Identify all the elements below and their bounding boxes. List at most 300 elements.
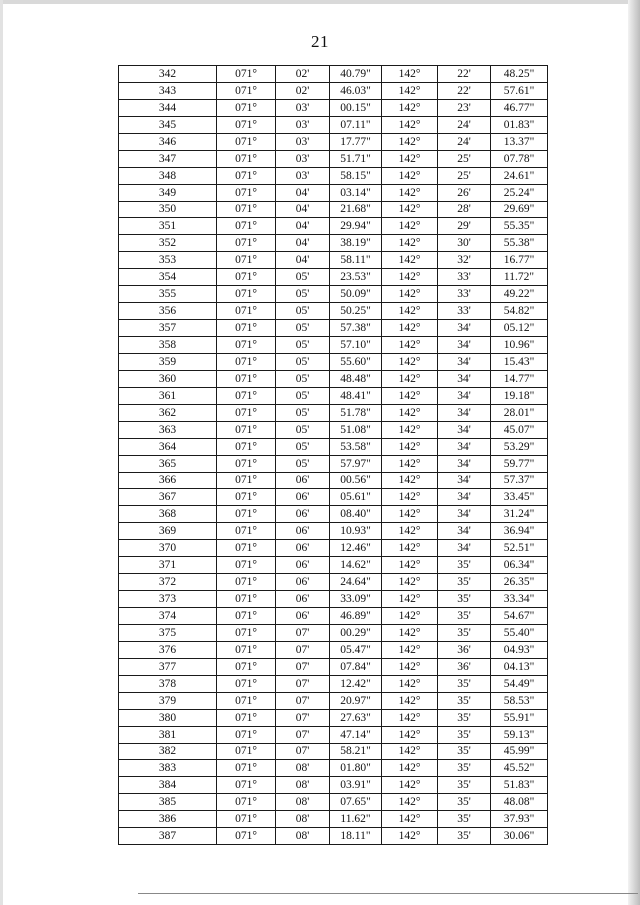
latitude-seconds-cell: 17.77": [330, 133, 382, 150]
latitude-minutes-cell: 04': [276, 201, 330, 218]
point-number-cell: 353: [119, 252, 217, 269]
longitude-minutes-cell: 34': [438, 506, 491, 523]
latitude-minutes-cell: 05': [276, 286, 330, 303]
latitude-degrees-cell: 071°: [217, 794, 276, 811]
longitude-minutes-cell: 35': [438, 692, 491, 709]
latitude-minutes-cell: 02': [276, 66, 330, 83]
longitude-degrees-cell: 142°: [382, 150, 438, 167]
longitude-degrees-cell: 142°: [382, 235, 438, 252]
latitude-minutes-cell: 07': [276, 726, 330, 743]
latitude-seconds-cell: 51.71": [330, 150, 382, 167]
longitude-minutes-cell: 24': [438, 133, 491, 150]
latitude-degrees-cell: 071°: [217, 167, 276, 184]
latitude-degrees-cell: 071°: [217, 455, 276, 472]
longitude-seconds-cell: 45.07": [491, 421, 548, 438]
longitude-minutes-cell: 29': [438, 218, 491, 235]
table-row: [119, 624, 548, 641]
longitude-degrees-cell: 142°: [382, 794, 438, 811]
longitude-seconds-cell: 57.61": [491, 82, 548, 99]
longitude-seconds-cell: 04.13": [491, 658, 548, 675]
longitude-seconds-cell: 33.45": [491, 489, 548, 506]
table-row: [119, 387, 548, 404]
latitude-minutes-cell: 06': [276, 608, 330, 625]
longitude-minutes-cell: 34': [438, 472, 491, 489]
longitude-minutes-cell: 25': [438, 167, 491, 184]
longitude-minutes-cell: 35': [438, 709, 491, 726]
latitude-minutes-cell: 07': [276, 641, 330, 658]
table-row: [119, 591, 548, 608]
table-row: [119, 167, 548, 184]
latitude-degrees-cell: 071°: [217, 235, 276, 252]
scan-edge-top: [0, 0, 640, 4]
latitude-seconds-cell: 57.10": [330, 337, 382, 354]
longitude-seconds-cell: 13.37": [491, 133, 548, 150]
longitude-degrees-cell: 142°: [382, 658, 438, 675]
latitude-minutes-cell: 07': [276, 658, 330, 675]
coordinates-table: [118, 65, 548, 845]
latitude-seconds-cell: 21.68": [330, 201, 382, 218]
longitude-degrees-cell: 142°: [382, 218, 438, 235]
longitude-degrees-cell: 142°: [382, 438, 438, 455]
latitude-minutes-cell: 08': [276, 794, 330, 811]
longitude-seconds-cell: 57.37": [491, 472, 548, 489]
latitude-degrees-cell: 071°: [217, 828, 276, 845]
longitude-degrees-cell: 142°: [382, 726, 438, 743]
latitude-minutes-cell: 06': [276, 591, 330, 608]
latitude-minutes-cell: 05': [276, 320, 330, 337]
longitude-degrees-cell: 142°: [382, 692, 438, 709]
longitude-minutes-cell: 36': [438, 658, 491, 675]
latitude-seconds-cell: 10.93": [330, 523, 382, 540]
point-number-cell: 383: [119, 760, 217, 777]
latitude-degrees-cell: 071°: [217, 506, 276, 523]
latitude-degrees-cell: 071°: [217, 777, 276, 794]
longitude-degrees-cell: 142°: [382, 421, 438, 438]
longitude-seconds-cell: 10.96": [491, 337, 548, 354]
table-row: [119, 286, 548, 303]
point-number-cell: 370: [119, 540, 217, 557]
longitude-degrees-cell: 142°: [382, 133, 438, 150]
longitude-degrees-cell: 142°: [382, 540, 438, 557]
table-row: [119, 353, 548, 370]
point-number-cell: 352: [119, 235, 217, 252]
longitude-minutes-cell: 32': [438, 252, 491, 269]
longitude-degrees-cell: 142°: [382, 608, 438, 625]
point-number-cell: 367: [119, 489, 217, 506]
point-number-cell: 355: [119, 286, 217, 303]
table-row: [119, 133, 548, 150]
latitude-seconds-cell: 20.97": [330, 692, 382, 709]
latitude-degrees-cell: 071°: [217, 66, 276, 83]
table-row: [119, 523, 548, 540]
point-number-cell: 345: [119, 116, 217, 133]
table-row: [119, 66, 548, 83]
longitude-degrees-cell: 142°: [382, 574, 438, 591]
latitude-minutes-cell: 02': [276, 82, 330, 99]
longitude-degrees-cell: 142°: [382, 337, 438, 354]
table-row: [119, 184, 548, 201]
latitude-seconds-cell: 51.78": [330, 404, 382, 421]
latitude-degrees-cell: 071°: [217, 726, 276, 743]
longitude-minutes-cell: 34': [438, 489, 491, 506]
longitude-minutes-cell: 34': [438, 320, 491, 337]
latitude-seconds-cell: 11.62": [330, 811, 382, 828]
longitude-degrees-cell: 142°: [382, 675, 438, 692]
longitude-minutes-cell: 33': [438, 303, 491, 320]
latitude-seconds-cell: 33.09": [330, 591, 382, 608]
point-number-cell: 381: [119, 726, 217, 743]
latitude-seconds-cell: 00.29": [330, 624, 382, 641]
latitude-minutes-cell: 06': [276, 574, 330, 591]
latitude-seconds-cell: 48.41": [330, 387, 382, 404]
point-number-cell: 368: [119, 506, 217, 523]
latitude-seconds-cell: 40.79": [330, 66, 382, 83]
latitude-degrees-cell: 071°: [217, 658, 276, 675]
latitude-minutes-cell: 07': [276, 709, 330, 726]
table-row: [119, 438, 548, 455]
longitude-minutes-cell: 34': [438, 455, 491, 472]
latitude-minutes-cell: 07': [276, 743, 330, 760]
latitude-degrees-cell: 071°: [217, 337, 276, 354]
latitude-degrees-cell: 071°: [217, 370, 276, 387]
longitude-minutes-cell: 35': [438, 608, 491, 625]
latitude-degrees-cell: 071°: [217, 692, 276, 709]
latitude-seconds-cell: 58.21": [330, 743, 382, 760]
longitude-degrees-cell: 142°: [382, 387, 438, 404]
table-row: [119, 794, 548, 811]
longitude-seconds-cell: 16.77": [491, 252, 548, 269]
longitude-minutes-cell: 35': [438, 574, 491, 591]
longitude-seconds-cell: 05.12": [491, 320, 548, 337]
latitude-seconds-cell: 58.15": [330, 167, 382, 184]
latitude-seconds-cell: 50.25": [330, 303, 382, 320]
table-row: [119, 743, 548, 760]
point-number-cell: 374: [119, 608, 217, 625]
latitude-minutes-cell: 06': [276, 472, 330, 489]
table-row: [119, 658, 548, 675]
scan-edge-right: [628, 0, 640, 905]
latitude-degrees-cell: 071°: [217, 269, 276, 286]
longitude-seconds-cell: 51.83": [491, 777, 548, 794]
latitude-minutes-cell: 03': [276, 150, 330, 167]
longitude-degrees-cell: 142°: [382, 743, 438, 760]
latitude-minutes-cell: 08': [276, 777, 330, 794]
latitude-seconds-cell: 46.89": [330, 608, 382, 625]
point-number-cell: 354: [119, 269, 217, 286]
longitude-seconds-cell: 58.53": [491, 692, 548, 709]
point-number-cell: 369: [119, 523, 217, 540]
latitude-minutes-cell: 05': [276, 438, 330, 455]
point-number-cell: 384: [119, 777, 217, 794]
longitude-minutes-cell: 35': [438, 557, 491, 574]
latitude-minutes-cell: 05': [276, 353, 330, 370]
longitude-minutes-cell: 35': [438, 675, 491, 692]
point-number-cell: 357: [119, 320, 217, 337]
longitude-degrees-cell: 142°: [382, 303, 438, 320]
point-number-cell: 363: [119, 421, 217, 438]
longitude-degrees-cell: 142°: [382, 320, 438, 337]
longitude-seconds-cell: 37.93": [491, 811, 548, 828]
longitude-minutes-cell: 24': [438, 116, 491, 133]
longitude-degrees-cell: 142°: [382, 489, 438, 506]
table-row: [119, 404, 548, 421]
longitude-minutes-cell: 35': [438, 811, 491, 828]
table-row: [119, 235, 548, 252]
latitude-degrees-cell: 071°: [217, 489, 276, 506]
latitude-degrees-cell: 071°: [217, 675, 276, 692]
longitude-minutes-cell: 34': [438, 523, 491, 540]
longitude-minutes-cell: 22': [438, 82, 491, 99]
longitude-seconds-cell: 04.93": [491, 641, 548, 658]
point-number-cell: 351: [119, 218, 217, 235]
longitude-degrees-cell: 142°: [382, 167, 438, 184]
table-row: [119, 269, 548, 286]
latitude-degrees-cell: 071°: [217, 608, 276, 625]
table-row: [119, 675, 548, 692]
latitude-degrees-cell: 071°: [217, 116, 276, 133]
latitude-degrees-cell: 071°: [217, 218, 276, 235]
latitude-degrees-cell: 071°: [217, 557, 276, 574]
longitude-seconds-cell: 54.67": [491, 608, 548, 625]
point-number-cell: 366: [119, 472, 217, 489]
coordinates-table-body: [119, 66, 548, 845]
table-row: [119, 303, 548, 320]
latitude-degrees-cell: 071°: [217, 523, 276, 540]
table-row: [119, 506, 548, 523]
longitude-degrees-cell: 142°: [382, 99, 438, 116]
longitude-degrees-cell: 142°: [382, 760, 438, 777]
latitude-degrees-cell: 071°: [217, 133, 276, 150]
latitude-minutes-cell: 06': [276, 489, 330, 506]
latitude-minutes-cell: 03': [276, 167, 330, 184]
latitude-seconds-cell: 55.60": [330, 353, 382, 370]
table-row: [119, 811, 548, 828]
longitude-degrees-cell: 142°: [382, 370, 438, 387]
latitude-minutes-cell: 04': [276, 184, 330, 201]
latitude-degrees-cell: 071°: [217, 624, 276, 641]
table-row: [119, 489, 548, 506]
latitude-degrees-cell: 071°: [217, 709, 276, 726]
table-row: [119, 828, 548, 845]
longitude-degrees-cell: 142°: [382, 828, 438, 845]
longitude-seconds-cell: 24.61": [491, 167, 548, 184]
latitude-minutes-cell: 06': [276, 540, 330, 557]
longitude-seconds-cell: 01.83": [491, 116, 548, 133]
longitude-degrees-cell: 142°: [382, 777, 438, 794]
longitude-minutes-cell: 34': [438, 353, 491, 370]
latitude-seconds-cell: 53.58": [330, 438, 382, 455]
longitude-degrees-cell: 142°: [382, 455, 438, 472]
longitude-seconds-cell: 48.25": [491, 66, 548, 83]
longitude-minutes-cell: 22': [438, 66, 491, 83]
latitude-degrees-cell: 071°: [217, 472, 276, 489]
point-number-cell: 350: [119, 201, 217, 218]
longitude-minutes-cell: 34': [438, 438, 491, 455]
latitude-minutes-cell: 05': [276, 421, 330, 438]
latitude-minutes-cell: 06': [276, 506, 330, 523]
latitude-seconds-cell: 57.97": [330, 455, 382, 472]
longitude-seconds-cell: 55.38": [491, 235, 548, 252]
point-number-cell: 382: [119, 743, 217, 760]
longitude-seconds-cell: 59.77": [491, 455, 548, 472]
latitude-seconds-cell: 27.63": [330, 709, 382, 726]
latitude-minutes-cell: 04': [276, 252, 330, 269]
longitude-degrees-cell: 142°: [382, 472, 438, 489]
table-row: [119, 726, 548, 743]
longitude-degrees-cell: 142°: [382, 201, 438, 218]
longitude-minutes-cell: 34': [438, 370, 491, 387]
point-number-cell: 346: [119, 133, 217, 150]
point-number-cell: 349: [119, 184, 217, 201]
longitude-minutes-cell: 34': [438, 387, 491, 404]
longitude-minutes-cell: 23': [438, 99, 491, 116]
latitude-seconds-cell: 46.03": [330, 82, 382, 99]
latitude-minutes-cell: 06': [276, 557, 330, 574]
point-number-cell: 347: [119, 150, 217, 167]
longitude-seconds-cell: 45.99": [491, 743, 548, 760]
latitude-seconds-cell: 01.80": [330, 760, 382, 777]
latitude-seconds-cell: 03.91": [330, 777, 382, 794]
latitude-minutes-cell: 08': [276, 760, 330, 777]
point-number-cell: 377: [119, 658, 217, 675]
longitude-minutes-cell: 28': [438, 201, 491, 218]
longitude-minutes-cell: 30': [438, 235, 491, 252]
longitude-minutes-cell: 35': [438, 760, 491, 777]
latitude-seconds-cell: 05.61": [330, 489, 382, 506]
longitude-seconds-cell: 54.82": [491, 303, 548, 320]
longitude-seconds-cell: 15.43": [491, 353, 548, 370]
point-number-cell: 379: [119, 692, 217, 709]
latitude-seconds-cell: 50.09": [330, 286, 382, 303]
longitude-seconds-cell: 45.52": [491, 760, 548, 777]
latitude-degrees-cell: 071°: [217, 811, 276, 828]
longitude-seconds-cell: 48.08": [491, 794, 548, 811]
latitude-minutes-cell: 05': [276, 455, 330, 472]
longitude-seconds-cell: 06.34": [491, 557, 548, 574]
longitude-minutes-cell: 36': [438, 641, 491, 658]
latitude-minutes-cell: 03': [276, 133, 330, 150]
longitude-degrees-cell: 142°: [382, 404, 438, 421]
latitude-minutes-cell: 03': [276, 116, 330, 133]
latitude-seconds-cell: 07.65": [330, 794, 382, 811]
point-number-cell: 375: [119, 624, 217, 641]
table-row: [119, 218, 548, 235]
point-number-cell: 358: [119, 337, 217, 354]
point-number-cell: 371: [119, 557, 217, 574]
latitude-degrees-cell: 071°: [217, 540, 276, 557]
latitude-seconds-cell: 29.94": [330, 218, 382, 235]
table-row: [119, 641, 548, 658]
latitude-seconds-cell: 24.64": [330, 574, 382, 591]
table-row: [119, 472, 548, 489]
longitude-seconds-cell: 33.34": [491, 591, 548, 608]
point-number-cell: 359: [119, 353, 217, 370]
latitude-degrees-cell: 071°: [217, 82, 276, 99]
table-row: [119, 540, 548, 557]
longitude-seconds-cell: 59.13": [491, 726, 548, 743]
latitude-seconds-cell: 23.53": [330, 269, 382, 286]
longitude-seconds-cell: 14.77": [491, 370, 548, 387]
latitude-minutes-cell: 03': [276, 99, 330, 116]
longitude-degrees-cell: 142°: [382, 624, 438, 641]
point-number-cell: 373: [119, 591, 217, 608]
longitude-minutes-cell: 34': [438, 337, 491, 354]
latitude-degrees-cell: 071°: [217, 286, 276, 303]
longitude-seconds-cell: 52.51": [491, 540, 548, 557]
latitude-seconds-cell: 00.56": [330, 472, 382, 489]
longitude-degrees-cell: 142°: [382, 252, 438, 269]
latitude-seconds-cell: 12.42": [330, 675, 382, 692]
longitude-seconds-cell: 29.69": [491, 201, 548, 218]
point-number-cell: 343: [119, 82, 217, 99]
latitude-degrees-cell: 071°: [217, 574, 276, 591]
longitude-seconds-cell: 30.06": [491, 828, 548, 845]
latitude-minutes-cell: 05': [276, 370, 330, 387]
latitude-seconds-cell: 08.40": [330, 506, 382, 523]
table-row: [119, 760, 548, 777]
latitude-minutes-cell: 05': [276, 303, 330, 320]
point-number-cell: 360: [119, 370, 217, 387]
point-number-cell: 376: [119, 641, 217, 658]
table-row: [119, 455, 548, 472]
longitude-minutes-cell: 35': [438, 777, 491, 794]
latitude-degrees-cell: 071°: [217, 353, 276, 370]
longitude-minutes-cell: 33': [438, 286, 491, 303]
longitude-minutes-cell: 35': [438, 743, 491, 760]
longitude-degrees-cell: 142°: [382, 116, 438, 133]
table-row: [119, 201, 548, 218]
longitude-minutes-cell: 26': [438, 184, 491, 201]
longitude-degrees-cell: 142°: [382, 811, 438, 828]
longitude-minutes-cell: 34': [438, 421, 491, 438]
latitude-minutes-cell: 05': [276, 269, 330, 286]
longitude-seconds-cell: 49.22": [491, 286, 548, 303]
latitude-seconds-cell: 57.38": [330, 320, 382, 337]
longitude-seconds-cell: 07.78": [491, 150, 548, 167]
latitude-seconds-cell: 48.48": [330, 370, 382, 387]
longitude-minutes-cell: 35': [438, 794, 491, 811]
table-row: [119, 608, 548, 625]
point-number-cell: 362: [119, 404, 217, 421]
scan-edge-left: [0, 0, 3, 905]
table-row: [119, 777, 548, 794]
latitude-degrees-cell: 071°: [217, 743, 276, 760]
latitude-degrees-cell: 071°: [217, 438, 276, 455]
table-row: [119, 709, 548, 726]
latitude-seconds-cell: 00.15": [330, 99, 382, 116]
longitude-minutes-cell: 35': [438, 591, 491, 608]
scan-footer-line: [138, 893, 638, 894]
table-row: [119, 116, 548, 133]
latitude-degrees-cell: 071°: [217, 421, 276, 438]
latitude-degrees-cell: 071°: [217, 320, 276, 337]
latitude-degrees-cell: 071°: [217, 303, 276, 320]
table-row: [119, 82, 548, 99]
longitude-seconds-cell: 31.24": [491, 506, 548, 523]
latitude-seconds-cell: 14.62": [330, 557, 382, 574]
latitude-seconds-cell: 05.47": [330, 641, 382, 658]
latitude-seconds-cell: 58.11": [330, 252, 382, 269]
longitude-minutes-cell: 35': [438, 624, 491, 641]
longitude-seconds-cell: 53.29": [491, 438, 548, 455]
point-number-cell: 348: [119, 167, 217, 184]
longitude-seconds-cell: 19.18": [491, 387, 548, 404]
longitude-degrees-cell: 142°: [382, 523, 438, 540]
latitude-degrees-cell: 071°: [217, 99, 276, 116]
point-number-cell: 378: [119, 675, 217, 692]
table-row: [119, 337, 548, 354]
longitude-minutes-cell: 25': [438, 150, 491, 167]
